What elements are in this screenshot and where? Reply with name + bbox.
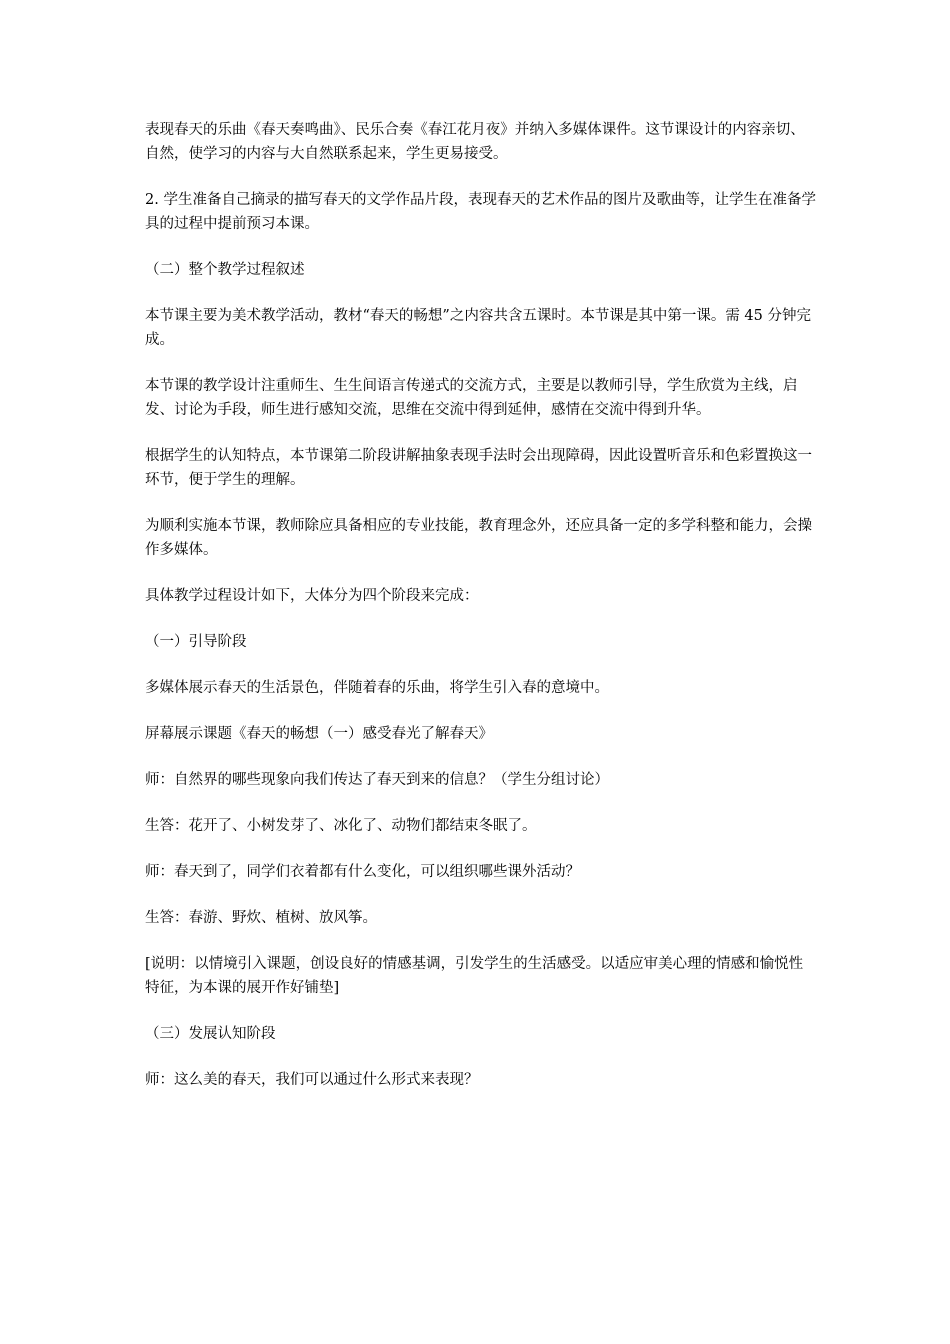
paragraph-cognitive-features: 根据学生的认知特点，本节课第二阶段讲解抽象表现手法时会出现障碍，因此设置听音乐和色彩置换这一环节，便于学生的理解。	[145, 448, 812, 488]
section-heading-guidance: （一）引导阶段	[145, 634, 247, 650]
paragraph-lesson-overview: 本节课主要为美术教学活动，教材“春天的畅想”之内容共含五课时。本节课是其中第一课。需 45 分钟完成。	[145, 308, 811, 348]
paragraph-student-preparation: 2. 学生准备自己摘录的描写春天的文学作品片段，表现春天的艺术作品的图片及歌曲等，让学生在准备学具的过程中提前预习本课。	[145, 192, 816, 232]
paragraph-four-stages: 具体教学过程设计如下，大体分为四个阶段来完成：	[145, 588, 479, 604]
paragraph-teacher-requirements: 为顺利实施本节课，教师除应具备相应的专业技能，教育理念外，还应具备一定的多学科整和能力，会操作多媒体。	[145, 518, 812, 558]
section-heading-process: （二）整个教学过程叙述	[145, 262, 305, 278]
dialogue-teacher-question-2: 师：春天到了，同学们衣着都有什么变化，可以组织哪些课外活动？	[145, 864, 580, 880]
paragraph-multimedia-scene: 多媒体展示春天的生活景色，伴随着春的乐曲，将学生引入春的意境中。	[145, 680, 609, 696]
paragraph-design-approach: 本节课的教学设计注重师生、生生间语言传递式的交流方式，主要是以教师引导，学生欣赏为主线，启发、讨论为手段，师生进行感知交流，思维在交流中得到延伸，感情在交流中得到升华。	[145, 378, 798, 418]
paragraph-explanation-note: [说明：以情境引入课题，创设良好的情感基调，引发学生的生活感受。以适应审美心理的情感和愉悦性特征，为本课的展开作好铺垫]	[145, 956, 804, 996]
dialogue-teacher-question-3: 师：这么美的春天，我们可以通过什么形式来表现？	[145, 1072, 479, 1088]
paragraph-materials-music: 表现春天的乐曲《春天奏鸣曲》、民乐合奏《春江花月夜》并纳入多媒体课件。这节课设计的内容亲切、自然，使学习的内容与大自然联系起来，学生更易接受。	[145, 122, 805, 162]
document-body	[145, 118, 817, 1114]
section-heading-cognition: （三）发展认知阶段	[145, 1026, 276, 1042]
dialogue-teacher-question-1: 师：自然界的哪些现象向我们传达了春天到来的信息？（学生分组讨论）	[145, 772, 609, 788]
dialogue-student-answer-1: 生答：花开了、小树发芽了、冰化了、动物们都结束冬眠了。	[145, 818, 537, 834]
dialogue-student-answer-2: 生答：春游、野炊、植树、放风筝。	[145, 910, 377, 926]
paragraph-screen-title: 屏幕展示课题《春天的畅想（一）感受春光了解春天》	[145, 726, 493, 742]
